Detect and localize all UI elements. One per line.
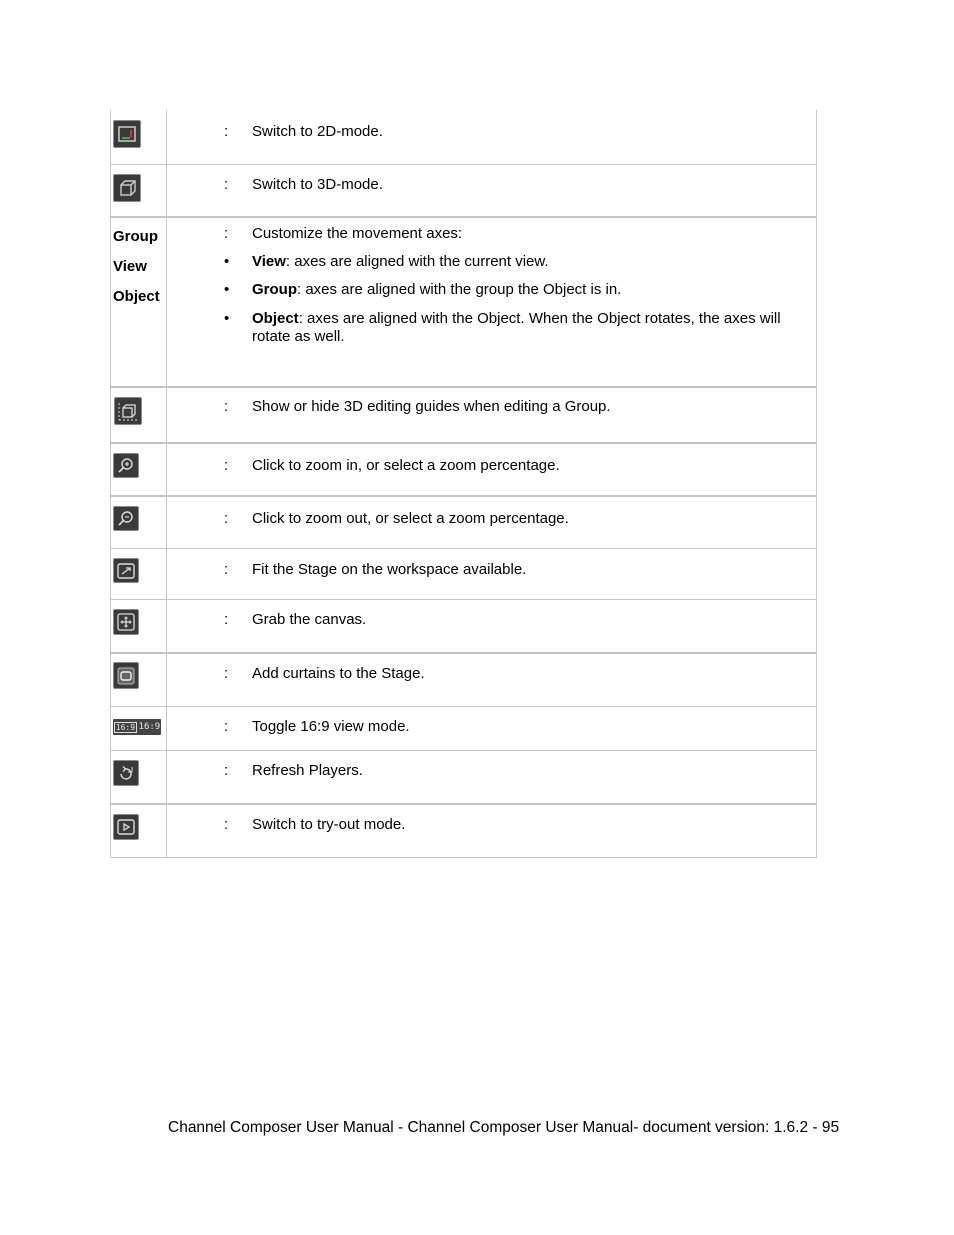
bullet-term: Object	[252, 310, 299, 327]
fit-stage-icon	[113, 558, 139, 583]
colon: :	[224, 457, 229, 474]
colon: :	[224, 176, 229, 193]
table-row	[111, 388, 816, 444]
table-row	[111, 805, 816, 858]
colon: :	[224, 398, 229, 415]
table-row	[111, 707, 816, 751]
bullet: •	[224, 253, 230, 270]
3d-mode-icon	[113, 174, 141, 202]
table-row	[111, 654, 816, 707]
bullet-item	[252, 253, 812, 271]
grab-canvas-icon	[113, 609, 139, 635]
colon: :	[224, 718, 229, 735]
bullet: •	[224, 281, 230, 298]
aspect-ratio-icon-label: 16:9	[138, 722, 161, 732]
row-description: Grab the canvas.	[252, 611, 367, 628]
row-description: Fit the Stage on the workspace available.	[252, 561, 527, 578]
table-row	[111, 751, 816, 805]
axes-intro: Customize the movement axes:	[252, 225, 463, 242]
bullet-item	[252, 281, 812, 299]
colon: :	[224, 225, 229, 242]
bullet-desc: : axes are aligned with the group the Object is in.	[297, 281, 622, 298]
bullet-desc: : axes are aligned with the current view.	[285, 253, 549, 270]
row-description: Click to zoom in, or select a zoom percentage.	[252, 457, 560, 474]
row-description: Click to zoom out, or select a zoom percentage.	[252, 510, 569, 527]
2d-mode-icon	[113, 120, 141, 148]
bullet: •	[224, 310, 230, 327]
axis-label-object: Object	[113, 288, 160, 305]
table-row	[111, 165, 816, 218]
colon: :	[224, 510, 229, 527]
table-row	[111, 549, 816, 600]
colon: :	[224, 816, 229, 833]
row-description: Switch to try-out mode.	[252, 816, 406, 833]
bullet-term: View	[252, 253, 286, 270]
row-description: Add curtains to the Stage.	[252, 665, 425, 682]
table-row	[111, 497, 816, 549]
table-row	[111, 110, 816, 165]
row-description: Show or hide 3D editing guides when editing a Group.	[252, 398, 611, 415]
aspect-ratio-icon-boxed-label: 16:9	[115, 722, 136, 732]
axis-label-group: Group	[113, 228, 158, 245]
3d-guides-icon	[114, 397, 142, 425]
zoom-out-icon	[113, 506, 139, 531]
bullet-desc: : axes are aligned with the Object. When the Object rotates, the axes will rotate as well.	[252, 310, 781, 345]
refresh-icon	[113, 760, 139, 786]
colon: :	[224, 665, 229, 682]
zoom-in-icon	[113, 453, 139, 478]
toolbar-reference-table	[110, 110, 817, 858]
bullet-term: Group	[252, 281, 297, 298]
curtains-icon	[113, 662, 139, 689]
aspect-ratio-icon	[113, 719, 161, 735]
bullet-item	[252, 310, 812, 346]
axis-label-view: View	[113, 258, 147, 275]
table-row	[111, 600, 816, 654]
colon: :	[224, 762, 229, 779]
colon: :	[224, 561, 229, 578]
table-row	[111, 444, 816, 497]
row-description: Switch to 2D-mode.	[252, 123, 383, 140]
colon: :	[224, 123, 229, 140]
page-footer: Channel Composer User Manual - Channel Composer User Manual- document version: 1.6.2 - 95	[168, 1119, 840, 1136]
row-description: Switch to 3D-mode.	[252, 176, 383, 193]
table-row	[111, 218, 816, 388]
row-description: Refresh Players.	[252, 762, 363, 779]
try-out-mode-icon	[113, 814, 139, 840]
row-description: Toggle 16:9 view mode.	[252, 718, 410, 735]
colon: :	[224, 611, 229, 628]
